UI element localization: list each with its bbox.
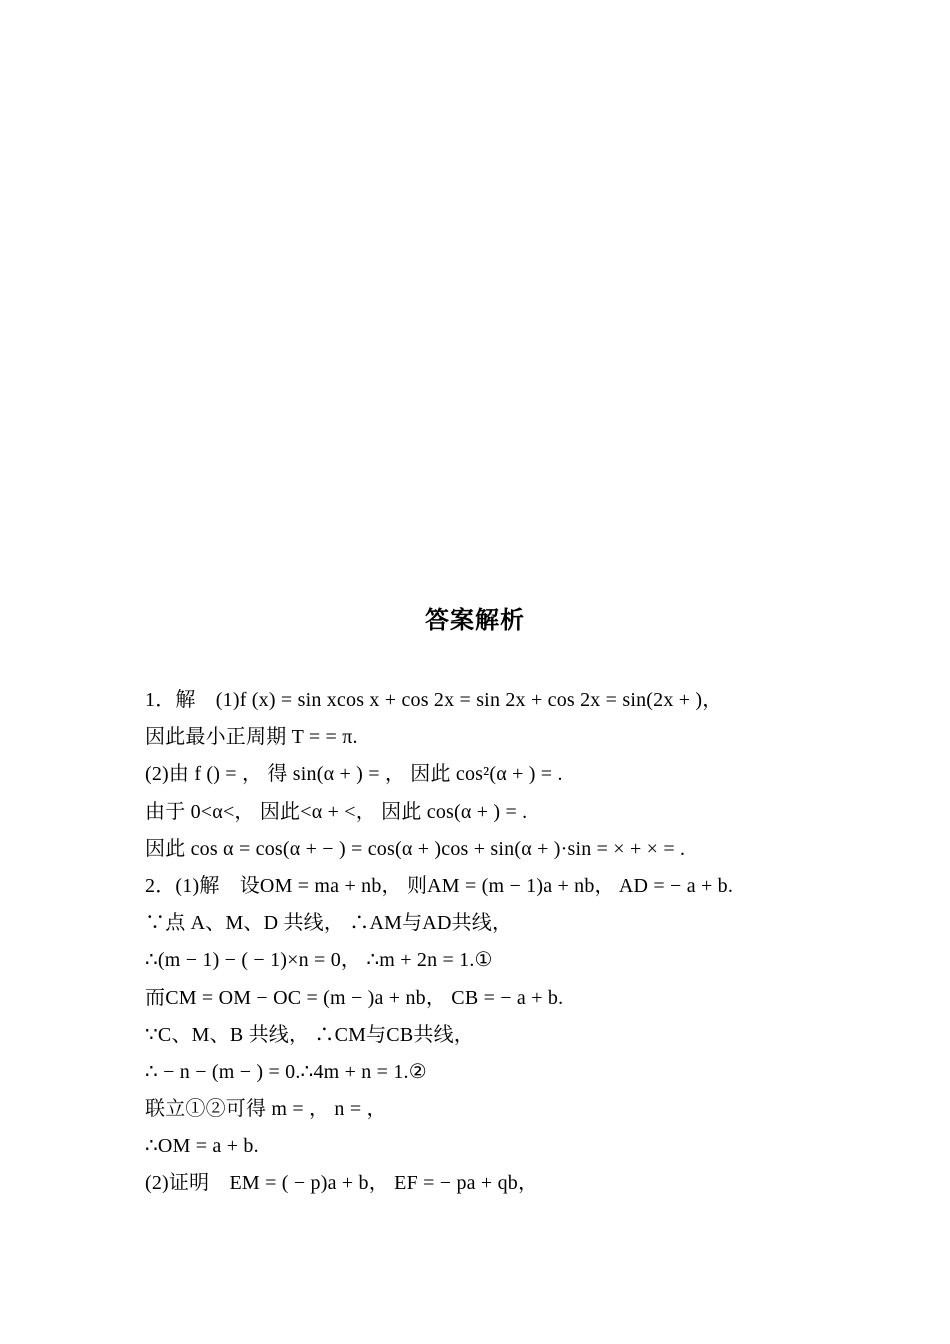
text-line: (2)证明 EM = ( − p)a + b， EF = − pa + qb， [145, 1172, 539, 1195]
text-line: 由于 0<α<， 因此<α + <， 因此 cos(α + ) = . [145, 800, 528, 823]
text-line: 因此 cos α = cos(α + − ) = cos(α + )cos + sin(α + )·sin = × + × = . [145, 837, 686, 860]
text-line: 2．(1)解 设OM = ma + nb， 则AM = (m − 1)a + nb， AD = − a + b. [145, 874, 734, 897]
text-line: 1．解 (1)f (x) = sin xcos x + cos 2x = sin 2x + cos 2x = sin(2x + )， [145, 689, 723, 711]
text-line: 因此最小正周期 T = = π. [145, 726, 358, 749]
text-line: (2)由 f () = ， 得 sin(α + ) = ， 因此 cos²(α + ) = . [145, 763, 563, 786]
text-line: 联立①②可得 m = ， n = ， [145, 1098, 387, 1121]
answer-body [145, 682, 825, 1203]
text-line: ∴ − n − (m − ) = 0.∴4m + n = 1.② [145, 1060, 427, 1083]
text-line: ∴(m − 1) − ( − 1)×n = 0， ∴m + 2n = 1.① [145, 949, 493, 972]
page-title: 答案解析 [425, 606, 525, 634]
text-line: ∵C、M、B 共线， ∴CM与CB共线， [145, 1023, 474, 1046]
text-line: ∵点 A、M、D 共线， ∴AM与AD共线， [145, 912, 513, 935]
text-line: ∴OM = a + b. [145, 1135, 259, 1158]
text-line: 而CM = OM − OC = (m − )a + nb， CB = − a + b. [145, 986, 564, 1009]
